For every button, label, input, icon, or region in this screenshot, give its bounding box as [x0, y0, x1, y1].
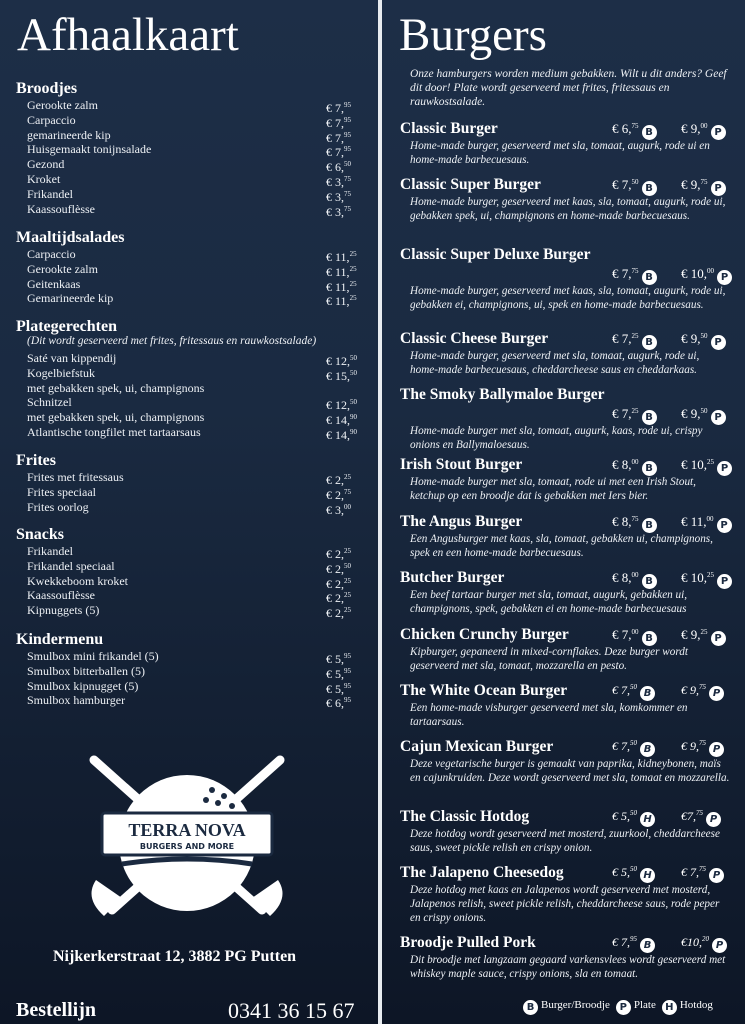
legend-label: Hotdog — [679, 999, 713, 1011]
price-cents: 75 — [699, 865, 706, 873]
menu-item-name: Schnitzel — [27, 395, 72, 410]
price-euro: € 3, — [326, 175, 344, 189]
category-note: (Dit wordt geserveerd met frites, fritessaus en rauwkostsalade) — [27, 335, 317, 347]
phone-number[interactable]: 0341 36 15 67 — [228, 998, 355, 1023]
legend-badge-icon: P — [616, 1000, 631, 1015]
menu-item-name: Smulbox bitterballen (5) — [27, 663, 145, 678]
price-euro: € 15, — [326, 368, 350, 383]
burger-name: Classic Cheese Burger — [400, 330, 549, 347]
price-euro: € 9, — [681, 406, 701, 421]
price-cents: 95 — [344, 115, 351, 124]
price-plate — [681, 739, 724, 757]
price-euro: € 9, — [681, 331, 701, 346]
menu-item — [27, 500, 353, 515]
menu-item — [27, 679, 353, 694]
price-euro: € 3, — [326, 204, 344, 219]
burger-name: Classic Super Deluxe Burger — [400, 246, 591, 263]
price-euro: € 7, — [681, 865, 699, 879]
price-cents: 50 — [344, 561, 351, 570]
menu-item-name: Frites met fritessaus — [27, 470, 124, 484]
price-euro: € 6, — [612, 121, 632, 136]
address: Nijkerkerstraat 12, 3882 PG Putten — [53, 948, 297, 965]
category-title: Frites — [16, 452, 56, 469]
menu-item-name: Gerookte zalm — [27, 98, 98, 112]
menu-item — [27, 425, 357, 442]
price-cents: 25 — [707, 458, 714, 466]
menu-item — [27, 693, 353, 711]
menu-item — [27, 291, 357, 309]
price-euro: € 7, — [326, 115, 344, 130]
price-plate — [681, 570, 732, 589]
price-plate — [681, 177, 726, 196]
menu-item-name: Gemarineerde kip — [27, 291, 114, 306]
badge-icon: B — [640, 938, 655, 953]
price-cents: 50 — [344, 160, 351, 169]
badge-icon: H — [640, 812, 655, 827]
burger-name: Broodje Pulled Pork — [400, 934, 536, 951]
menu-item — [27, 664, 353, 679]
menu-item-name: Kaassouflèsse — [27, 201, 95, 216]
menu-item — [27, 470, 353, 485]
menu-item — [27, 172, 353, 187]
price-cents: 50 — [350, 354, 357, 362]
menu-item-name: Smulbox hamburger — [27, 693, 126, 708]
price-euro: € 2, — [326, 473, 344, 487]
price-cents: 50 — [700, 407, 708, 415]
price-euro: € 9, — [681, 177, 701, 192]
price-cents: 75 — [631, 267, 639, 275]
price-plate — [681, 266, 732, 285]
price-euro: € 7, — [326, 130, 344, 145]
price-euro: € 11, — [326, 294, 350, 309]
price — [326, 500, 351, 518]
burger-name: The Smoky Ballymaloe Burger — [400, 386, 605, 403]
legend-item — [662, 999, 713, 1011]
price-cents: 50 — [700, 332, 708, 340]
price — [326, 291, 357, 309]
price-euro: € 7, — [612, 266, 632, 281]
menu-item — [27, 603, 353, 621]
price-burger — [612, 935, 655, 953]
burger-description: Home-made burger met sla, tomaat, augurk, kaas, rode ui, crispy onions en Ballymaloesaus. — [410, 425, 703, 451]
menu-item — [27, 113, 353, 128]
menu-item — [27, 247, 357, 264]
badge-legend — [523, 999, 719, 1015]
price-euro: € 8, — [612, 514, 632, 529]
price-euro: € 7, — [612, 627, 632, 642]
menu-item — [27, 157, 353, 175]
menu-item — [27, 276, 357, 294]
price-cents: 25 — [344, 576, 351, 585]
price-euro: € 10, — [681, 570, 707, 585]
menu-item-name: Carpaccio — [27, 112, 76, 127]
burger-description: Dit broodje met langzaam gegaard varkensvlees wordt geserveerd met whiskey maple sauce, crispy onions, sla en tomaat. — [410, 954, 726, 980]
price-euro: € 11, — [326, 250, 350, 264]
price-euro: € 7, — [612, 683, 630, 697]
badge-icon: P — [709, 868, 724, 883]
price-cents: 75 — [699, 683, 706, 691]
price-cents: 90 — [350, 413, 357, 422]
price-euro: € 2, — [326, 576, 344, 591]
burger-description: Een beef tartaar burger met sla, tomaat, augurk, gebakken ui, champignons, spek, gebakken ei en home-made barbecuesaus — [410, 589, 688, 615]
price-cents: 25 — [631, 407, 639, 415]
price-euro: € 2, — [326, 487, 344, 502]
burger-name: Cajun Mexican Burger — [400, 738, 554, 755]
logo-tagline: BURGERS AND MORE — [139, 842, 235, 851]
price-euro: € 7, — [326, 145, 344, 160]
burger-description: Home-made burger, geserveerd met kaas, sla, tomaat, augurk, rode ui, gebakken ei, champignons, ui, spek en home-made barbecuesaus. — [410, 285, 726, 311]
price-cents: 75 — [631, 122, 639, 130]
burger-description: Home-made burger, geserveerd met sla, tomaat, augurk, rode ui en home-made barbecuesaus. — [410, 140, 710, 166]
legend-item — [616, 999, 656, 1011]
order-line-label: Bestellijn — [16, 999, 96, 1021]
price-burger — [612, 457, 657, 476]
price-cents: 00 — [631, 458, 639, 466]
price-cents: 00 — [631, 628, 639, 636]
price-euro: € 9, — [681, 627, 701, 642]
price-burger — [612, 331, 657, 350]
legend-badge-icon: H — [662, 1000, 677, 1015]
price-cents: 50 — [630, 809, 637, 817]
price-burger — [612, 266, 657, 285]
price-burger — [612, 865, 655, 883]
price-euro: €7, — [681, 809, 696, 823]
price-euro: € 11, — [681, 514, 707, 529]
price-euro: € 14, — [326, 428, 350, 442]
badge-icon: P — [711, 181, 726, 196]
badge-icon: B — [640, 742, 655, 757]
menu-item — [27, 410, 357, 428]
burger-name: The White Ocean Burger — [400, 682, 568, 699]
price-cents: 75 — [344, 175, 351, 183]
menu-item — [27, 395, 357, 413]
price-cents: 95 — [344, 101, 351, 109]
price-euro: € 11, — [326, 279, 350, 294]
menu-item-name: Kogelbiefstuk — [27, 365, 95, 380]
terra-nova-logo — [82, 748, 292, 928]
price-cents: 50 — [630, 865, 637, 873]
menu-item-name: Kroket — [27, 172, 61, 186]
menu-item-name: Kaassouflèsse — [27, 588, 95, 603]
price-burger — [612, 177, 657, 196]
legend-badge-icon: B — [523, 1000, 538, 1015]
price-cents: 20 — [702, 935, 709, 943]
price-burger — [612, 514, 657, 533]
price-euro: € 7, — [612, 331, 632, 346]
price-cents: 50 — [630, 683, 637, 691]
price — [326, 425, 357, 443]
price-euro: € 12, — [326, 398, 350, 413]
price-euro: € 10, — [681, 266, 707, 281]
price-euro: € 5, — [326, 681, 344, 696]
menu-item — [27, 128, 353, 143]
burger-description: Deze vegetarische burger is gemaakt van paprika, kidneybonen, maïs en cajunkruiden. Deze wordt geserveerd met sla, tomaat en mozzarella. — [410, 758, 730, 784]
price-plate — [681, 406, 726, 425]
menu-item-name: Frikandel — [27, 186, 73, 201]
price-euro: € 5, — [326, 652, 344, 666]
menu-item-name: Gerookte zalm — [27, 261, 98, 276]
price-cents: 75 — [631, 515, 639, 523]
menu-item-name: gemarineerde kip — [27, 127, 111, 142]
price-cents: 90 — [350, 428, 357, 436]
badge-icon: P — [711, 631, 726, 646]
badge-icon: P — [717, 574, 732, 589]
price-euro: € 5, — [612, 809, 630, 823]
price-plate — [681, 865, 724, 883]
price — [326, 202, 351, 220]
menu-item — [27, 187, 353, 202]
menu-item — [27, 559, 353, 574]
price-euro: € 11, — [326, 264, 350, 279]
price-euro: € 10, — [681, 457, 707, 472]
menu-item — [27, 544, 353, 559]
badge-icon: B — [642, 574, 657, 589]
price-euro: € 14, — [326, 413, 350, 428]
price-cents: 25 — [349, 294, 357, 303]
badge-icon: B — [642, 270, 657, 285]
price-euro: € 9, — [681, 683, 699, 697]
badge-icon: P — [712, 938, 727, 953]
menu-item-name: Smulbox kipnugget (5) — [27, 678, 139, 693]
price-cents: 00 — [706, 515, 714, 523]
menu-item-name: Kipnuggets (5) — [27, 603, 100, 618]
badge-icon: B — [642, 461, 657, 476]
badge-icon: B — [642, 631, 657, 646]
price-euro: € 8, — [612, 570, 632, 585]
price-euro: € 7, — [612, 177, 632, 192]
price-cents: 50 — [350, 398, 357, 407]
menu-item-name: Saté van kippendij — [27, 351, 117, 365]
burger-name: Chicken Crunchy Burger — [400, 626, 569, 643]
price-cents: 75 — [700, 178, 708, 186]
price-cents: 50 — [631, 178, 639, 186]
price-euro: € 6, — [326, 696, 344, 711]
burger-description: Home-made burger, geserveerd met sla, tomaat, augurk, rode ui, home-made barbecuesaus, cheddarcheese saus en cheddarkaas. — [410, 350, 700, 376]
burger-description: Een Angusburger met kaas, sla, tomaat, gebakken ui, champignons, spek en een home-made barbecuesaus. — [410, 533, 713, 559]
badge-icon: H — [640, 868, 655, 883]
price-cents: 95 — [344, 666, 351, 675]
badge-icon: B — [642, 335, 657, 350]
badge-icon: P — [717, 518, 732, 533]
badge-icon: P — [717, 270, 732, 285]
price-burger — [612, 809, 655, 827]
right-column — [382, 0, 745, 1024]
price-euro: € 7, — [326, 101, 344, 115]
price-euro: € 3, — [326, 189, 344, 204]
category-title: Snacks — [16, 526, 65, 543]
burger-name: The Classic Hotdog — [400, 808, 530, 825]
badge-icon: P — [711, 410, 726, 425]
logo-name: TERRA NOVA — [128, 820, 246, 840]
menu-item-name: Frikandel — [27, 544, 73, 558]
badge-icon: B — [642, 125, 657, 140]
price-cents: 25 — [344, 547, 351, 555]
burger-description: Home-made burger met sla, tomaat, rode ui met een Irish Stout, ketchup op een broodje dat is gebakken met Iers bier. — [410, 476, 696, 502]
price-plate — [681, 457, 732, 476]
burger-name: Irish Stout Burger — [400, 456, 523, 473]
badge-icon: P — [709, 686, 724, 701]
price-cents: 25 — [349, 279, 357, 288]
price-plate — [681, 809, 721, 827]
menu-item-name: Kwekkeboom kroket — [27, 573, 128, 588]
price-euro: € 9, — [681, 739, 699, 753]
badge-icon: P — [706, 812, 721, 827]
price-cents: 50 — [630, 739, 637, 747]
legend-label: Plate — [633, 999, 656, 1011]
burger-name: Butcher Burger — [400, 569, 505, 586]
price-cents: 95 — [344, 130, 351, 139]
price-cents: 75 — [344, 189, 351, 198]
menu-item — [27, 649, 353, 664]
price-cents: 75 — [696, 809, 703, 817]
burger-description: Deze hotdog wordt geserveerd met mosterd, zuurkool, cheddarcheese saus, sweet pickle relish en crispy onion. — [410, 828, 720, 854]
menu-item — [27, 574, 353, 589]
legend-item — [523, 999, 610, 1011]
menu-item-name: Huisgemaakt tonijnsalade — [27, 142, 152, 157]
price-euro: € 7, — [612, 739, 630, 753]
price-euro: € 3, — [326, 502, 344, 517]
price-cents: 00 — [700, 122, 708, 130]
price-euro: € 12, — [326, 354, 350, 368]
menu-item — [27, 142, 353, 160]
price-cents: 95 — [344, 696, 351, 705]
price-cents: 95 — [630, 935, 637, 943]
burger-name: The Angus Burger — [400, 513, 523, 530]
price-plate — [681, 121, 726, 140]
price-cents: 25 — [631, 332, 639, 340]
category-title: Kindermenu — [16, 631, 104, 648]
price-euro: € 7, — [612, 935, 630, 949]
menu-item — [27, 261, 357, 279]
price-plate — [681, 514, 732, 533]
menu-item-name: met gebakken spek, ui, champignons — [27, 410, 205, 425]
price-cents: 95 — [344, 145, 351, 154]
price-euro: € 7, — [612, 406, 632, 421]
price-cents: 00 — [707, 267, 714, 275]
menu-item-name: Frites speciaal — [27, 484, 96, 499]
menu-item — [27, 98, 353, 113]
badge-icon: B — [640, 686, 655, 701]
price — [326, 603, 351, 621]
price-burger — [612, 121, 657, 140]
price-burger — [612, 683, 655, 701]
price-plate — [681, 935, 727, 953]
badge-icon: B — [642, 518, 657, 533]
badge-icon: B — [642, 410, 657, 425]
price-euro: € 2, — [326, 547, 344, 561]
burger-name: Classic Burger — [400, 120, 498, 137]
price-euro: € 2, — [326, 561, 344, 576]
badge-icon: B — [642, 181, 657, 196]
price-cents: 25 — [700, 628, 708, 636]
badge-icon: P — [709, 742, 724, 757]
price-burger — [612, 570, 657, 589]
menu-item-name: Geitenkaas — [27, 276, 81, 291]
price-euro: € 8, — [612, 457, 632, 472]
burger-name: Classic Super Burger — [400, 176, 541, 193]
menu-item-name: Carpaccio — [27, 247, 76, 261]
price-cents: 25 — [344, 606, 351, 615]
price-euro: € 5, — [612, 865, 630, 879]
menu-item-name: Atlantische tongfilet met tartaarsaus — [27, 425, 201, 439]
price-euro: € 2, — [326, 591, 344, 606]
menu-item-name: Frikandel speciaal — [27, 558, 115, 573]
price-cents: 95 — [344, 652, 351, 660]
price-euro: €10, — [681, 935, 702, 949]
price-cents: 25 — [349, 250, 357, 258]
price-euro: € 2, — [326, 606, 344, 621]
burger-description: Een home-made visburger geserveerd met sla, komkommer en tartaarsaus. — [410, 702, 688, 728]
category-title: Maaltijdsalades — [16, 229, 125, 246]
menu-item — [27, 202, 353, 217]
badge-icon: P — [717, 461, 732, 476]
menu-item — [27, 365, 357, 383]
price-cents: 95 — [344, 681, 351, 690]
menu-item — [27, 588, 353, 606]
burger-name: The Jalapeno Cheesedog — [400, 864, 564, 881]
price-cents: 25 — [707, 571, 714, 579]
price-cents: 25 — [349, 264, 357, 273]
burger-description: Kipburger, gepaneerd in mixed-cornflakes. Deze burger wordt geserveerd met sla, tomaat, mozzarella en pesto. — [410, 646, 688, 672]
badge-icon: P — [711, 335, 726, 350]
price — [326, 693, 351, 711]
menu-item-name: Frites oorlog — [27, 499, 89, 514]
menu-item-name: met gebakken spek, ui, champignons — [27, 380, 205, 395]
price-cents: 75 — [344, 487, 351, 496]
menu-item-name: Gezond — [27, 157, 65, 172]
price-burger — [612, 739, 655, 757]
category-title: Broodjes — [16, 80, 78, 97]
menu-item — [27, 381, 353, 396]
price-cents: 25 — [344, 473, 351, 481]
price-burger — [612, 627, 657, 646]
price-plate — [681, 627, 726, 646]
price-euro: € 6, — [326, 160, 344, 175]
category-title: Plategerechten — [16, 318, 117, 335]
price-plate — [681, 331, 726, 350]
price-cents: 75 — [344, 204, 351, 213]
badge-icon: P — [711, 125, 726, 140]
burger-description: Deze hotdog met kaas en Jalapenos wordt geserveerd met mosterd, Jalapenos relish, sweet pickle relish, cheddarcheese saus, rode peper en crispy onions. — [410, 884, 720, 924]
price-plate — [681, 683, 724, 701]
price-cents: 75 — [699, 739, 706, 747]
price-burger — [612, 406, 657, 425]
legend-label: Burger/Broodje — [541, 999, 610, 1011]
burgers-intro: Onze hamburgers worden medium gebakken. Wilt u dit anders? Geef dit door! Plate wordt geserveerd met frites, fritessaus en rauwkostsalade. — [410, 68, 727, 108]
price-cents: 00 — [344, 502, 351, 511]
price-cents: 25 — [344, 591, 351, 600]
menu-title: Afhaalkaart — [17, 9, 239, 61]
menu-item-name: Smulbox mini frikandel (5) — [27, 649, 159, 663]
price-euro: € 5, — [326, 666, 344, 681]
menu-item — [27, 351, 357, 368]
burger-description: Home-made burger, geserveerd met kaas, sla, tomaat, augurk, rode ui, gebakken spek, ui, champignons en home-made barbecuesaus. — [410, 196, 726, 222]
price-euro: € 9, — [681, 121, 701, 136]
price-cents: 50 — [350, 368, 357, 377]
menu-item — [27, 485, 353, 500]
price-cents: 00 — [631, 571, 639, 579]
burgers-title: Burgers — [399, 9, 547, 61]
